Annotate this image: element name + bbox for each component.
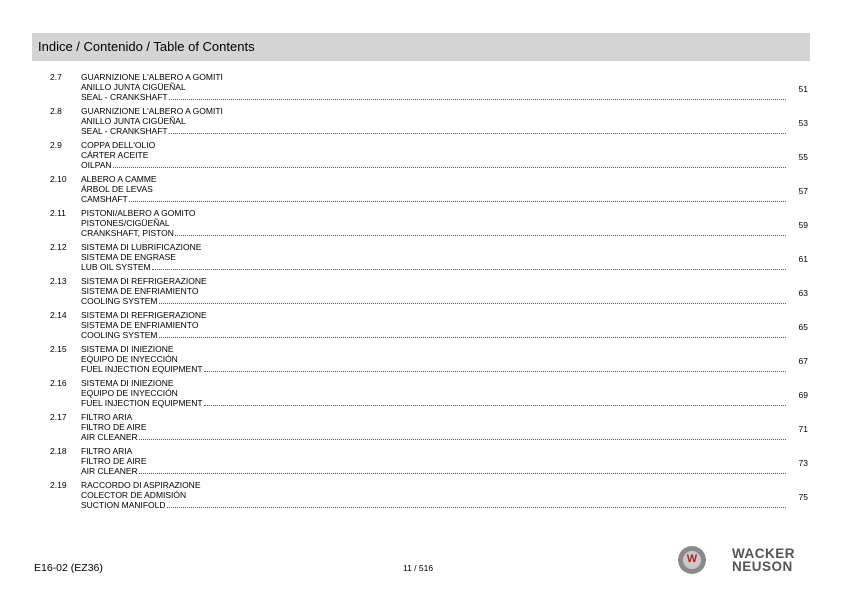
section-titles [81,310,786,340]
brand-logo [676,544,811,576]
page-number[interactable]: 71 [798,424,808,434]
section-title-it: SISTEMA DI INIEZIONE [81,378,174,388]
toc-entry[interactable] [32,140,810,174]
section-titles [81,344,786,374]
section-number: 2.18 [50,446,67,456]
section-title-en: LUB OIL SYSTEM [81,262,151,272]
toc-entry[interactable] [32,378,810,412]
section-number: 2.11 [50,208,66,218]
section-title-es: EQUIPO DE INYECCIÓN [81,354,178,364]
document-id: E16-02 (EZ36) [34,562,103,574]
section-titles [81,242,786,272]
page-number[interactable]: 63 [798,288,808,298]
section-title-en: OILPAN [81,160,112,170]
section-number: 2.15 [50,344,67,354]
page-number[interactable]: 51 [798,84,808,94]
dot-leader [139,438,786,440]
section-titles [81,378,786,408]
page-number[interactable]: 55 [798,152,808,162]
page-counter: 11 / 516 [403,563,434,573]
page-number[interactable]: 67 [798,356,808,366]
section-title-es: CÁRTER ACEITE [81,150,149,160]
section-number: 2.9 [50,140,62,150]
section-title-es: FILTRO DE AIRE [81,456,147,466]
section-title-en: CAMSHAFT [81,194,128,204]
section-title-it: SISTEMA DI LUBRIFICAZIONE [81,242,202,252]
section-title-es: ANILLO JUNTA CIGÜEÑAL [81,82,186,92]
section-titles [81,446,786,476]
section-titles [81,72,786,102]
section-title-en: COOLING SYSTEM [81,330,158,340]
section-title-en: SEAL - CRANKSHAFT [81,126,168,136]
section-title-es: COLECTOR DE ADMISIÓN [81,490,187,500]
dot-leader [204,370,786,372]
dot-leader [159,336,786,338]
page-title: Indice / Contenido / Table of Contents [38,39,255,54]
page-number[interactable]: 73 [798,458,808,468]
section-number: 2.14 [50,310,67,320]
section-number: 2.19 [50,480,67,490]
section-titles [81,412,786,442]
section-title-es: SISTEMA DE ENFRIAMIENTO [81,286,199,296]
toc-entry[interactable] [32,344,810,378]
section-number: 2.12 [50,242,67,252]
section-number: 2.13 [50,276,67,286]
toc-entry[interactable] [32,276,810,310]
toc-entry[interactable] [32,208,810,242]
table-of-contents [32,72,810,514]
section-title-es: PISTONES/CIGÜEÑAL [81,218,170,228]
section-title-en: SUCTION MANIFOLD [81,500,166,510]
section-title-it: RACCORDO DI ASPIRAZIONE [81,480,201,490]
toc-entry[interactable] [32,242,810,276]
section-titles [81,106,786,136]
section-title-it: FILTRO ARIA [81,446,133,456]
page-number[interactable]: 61 [798,254,808,264]
dot-leader [113,166,786,168]
toc-entry[interactable] [32,310,810,344]
section-title-en: AIR CLEANER [81,432,138,442]
dot-leader [167,506,786,508]
section-number: 2.17 [50,412,67,422]
section-title-es: ÁRBOL DE LEVAS [81,184,153,194]
wacker-neuson-logo-icon: W [678,546,706,574]
page-number[interactable]: 65 [798,322,808,332]
section-title-en: FUEL INJECTION EQUIPMENT [81,398,203,408]
section-title-it: SISTEMA DI REFRIGERAZIONE [81,310,207,320]
dot-leader [169,98,786,100]
brand-logo-text: WACKER NEUSON [732,546,795,574]
section-title-it: COPPA DELL'OLIO [81,140,156,150]
toc-entry[interactable] [32,72,810,106]
section-title-it: GUARNIZIONE L'ALBERO A GOMITI [81,72,223,82]
dot-leader [175,234,786,236]
page-number[interactable]: 69 [798,390,808,400]
section-number: 2.16 [50,378,67,388]
section-title-en: FUEL INJECTION EQUIPMENT [81,364,203,374]
toc-entry[interactable] [32,480,810,514]
section-title-it: PISTONI/ALBERO A GOMITO [81,208,196,218]
section-title-en: COOLING SYSTEM [81,296,158,306]
page-number[interactable]: 59 [798,220,808,230]
section-titles [81,208,786,238]
page-number[interactable]: 53 [798,118,808,128]
section-number: 2.8 [50,106,62,116]
dot-leader [159,302,786,304]
dot-leader [204,404,786,406]
toc-entry[interactable] [32,174,810,208]
toc-entry[interactable] [32,446,810,480]
section-title-it: GUARNIZIONE L'ALBERO A GOMITI [81,106,223,116]
section-title-it: SISTEMA DI INIEZIONE [81,344,174,354]
section-title-es: ANILLO JUNTA CIGÜEÑAL [81,116,186,126]
section-number: 2.10 [50,174,67,184]
section-title-es: FILTRO DE AIRE [81,422,147,432]
section-titles [81,276,786,306]
section-number: 2.7 [50,72,62,82]
section-titles [81,480,786,510]
section-titles [81,140,786,170]
dot-leader [152,268,786,270]
toc-entry[interactable] [32,412,810,446]
dot-leader [139,472,786,474]
section-title-es: SISTEMA DE ENFRIAMIENTO [81,320,199,330]
section-title-it: SISTEMA DI REFRIGERAZIONE [81,276,207,286]
page-number[interactable]: 75 [798,492,808,502]
header-bar [32,33,810,61]
section-title-en: AIR CLEANER [81,466,138,476]
dot-leader [169,132,786,134]
dot-leader [129,200,786,202]
section-title-en: CRANKSHAFT, PISTON [81,228,174,238]
section-title-it: ALBERO A CAMME [81,174,157,184]
section-title-it: FILTRO ARIA [81,412,133,422]
section-title-en: SEAL - CRANKSHAFT [81,92,168,102]
toc-entry[interactable] [32,106,810,140]
page-number[interactable]: 57 [798,186,808,196]
section-title-es: SISTEMA DE ENGRASE [81,252,176,262]
section-title-es: EQUIPO DE INYECCIÓN [81,388,178,398]
section-titles [81,174,786,204]
